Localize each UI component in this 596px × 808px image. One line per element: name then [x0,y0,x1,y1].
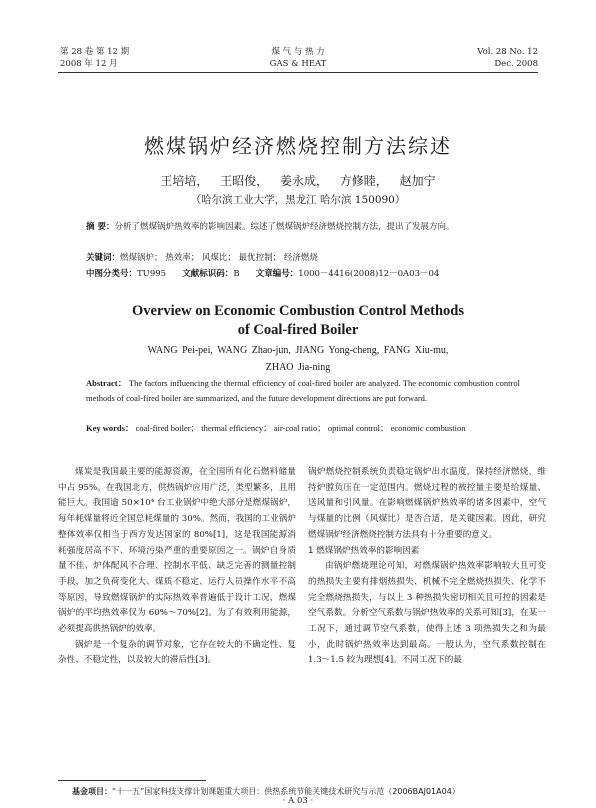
clc-label: 中图分类号： [86,269,138,279]
article-no-value: 1000－4416(2008)12－0A03－04 [298,269,440,279]
keywords-en-label: Key words： [86,423,134,433]
abstract-en [86,376,520,406]
paper-title-en-line2: of Coal-fired Boiler [237,322,359,338]
journal-volume-info-en [477,46,538,70]
keywords-en-text: coal-fired boiler； thermal efficiency； air-coal ratio； optimal control； economic combustion [135,423,466,433]
affiliation-cn: （哈尔滨工业大学，黑龙江 哈尔滨 150090） [190,194,406,206]
body-column-left [58,465,296,669]
section-heading: 1 燃煤锅炉热效率的影响因素 [308,545,420,556]
keywords-en [86,421,520,436]
abstract-en-text: The factors influencing the thermal efficiency of coal-fired boiler are analyzed. The economic combustion control methods of coal-fired boiler are summarized, and the future development directions are put forward. [86,378,520,403]
authors-en [0,342,596,376]
publication-date: 2008 年 12 月 [60,59,118,69]
paper-title-en-line1: Overview on Economic Combustion Control Methods [131,303,465,319]
abstract-cn-label: 摘 要： [86,222,115,232]
abstract-cn-text: 分析了燃煤锅炉热效率的影响因素。综述了燃煤锅炉经济燃烧控制方法，提出了发展方向。 [114,222,455,232]
body-column-right [308,465,546,669]
body-paragraph: 煤炭是我国最主要的能源资源，在全国所有化石燃料储量中占 95%。在我国北方，供热锅炉应用广泛，类型繁多，且用能巨大。我国逾 50×10⁴ 台工业锅炉中绝大部分是燃煤锅炉，每年耗煤量将近全国总耗煤量的 30%。然而，我国的工业锅炉整体效率仅相当于西方发达国家的 80%[1]，这是我国能源消耗强度居高不下、环境污染严重的重要原因之一。锅炉自身质量不佳、炉体配风不合理、控制水平低、缺乏完善的测量控制手段，加之负荷变化大、煤质不稳定、运行人员操作水平不高等原因，导致燃煤锅炉的实际热效率普遍低于设计工况，燃煤锅炉的平均热效率仅为 60%～70%[2]。为了有效利用能源，必须提高供热锅炉的效率。 [58,467,296,635]
keywords-cn-label: 关键词： [86,253,121,263]
classification-line [86,267,516,282]
journal-name-en: GAS & HEAT [269,59,327,69]
footnote-divider [58,780,206,781]
paper-title-cn: 燃煤锅炉经济燃烧控制方法综述 [144,134,452,158]
publication-date-en: Dec. 2008 [494,59,538,69]
keywords-cn [86,251,516,266]
doc-code-label: 文献标识码： [182,269,234,279]
volume-issue: 第 28 卷 第 12 期 [60,47,130,57]
authors-cn: 王培培， 王昭俊， 姜永成， 方修睦， 赵加宁 [160,174,436,188]
abstract-cn [86,220,516,235]
journal-name-cn: 煤 气 与 热 力 [271,47,325,57]
authors-en-line2: ZHAO Jia-ning [265,362,331,373]
volume-issue-en: Vol. 28 No. 12 [477,47,538,57]
body-paragraph: 由锅炉燃烧理论可知，对燃煤锅炉热效率影响较大且可变的热损失主要有排烟热损失、机械不完全燃烧热损失、化学不完全燃烧热损失，与以上 3 种热损失密切相关且可控的因素是空气系数。分析空气系数与锅炉热效率的关系可知[3]，在某一工况下，通过调节空气系数，使得上述 3 项热损失之和为最小，此时锅炉热效率达到最高。一般认为，空气系数控制在 1.3～1.5 较为理想[4]。不同工况下的最 [308,561,546,666]
body-paragraph: 锅炉是一个复杂的调节对象，它存在较大的不确定性、复杂性、不稳定性，以及较大的滞后性[3]。 [58,639,296,666]
page-number: · A 03 · [282,796,314,806]
keywords-cn-text: 燃煤锅炉； 热效率； 风煤比； 最优控制； 经济燃烧 [120,253,318,263]
header-divider [58,72,538,73]
authors-en-line1: WANG Pei-pei, WANG Zhao-jun, JIANG Yong-cheng, FANG Xiu-mu, [147,345,449,356]
funding-label: 基金项目： [72,787,112,796]
article-no-label: 文章编号： [255,269,299,279]
clc-value: TU995 [137,269,167,279]
funding-text: “十一五”国家科技支撑计划课题重大项目：供热系统节能关键技术研究与示范（2006BAJ01A04） [112,787,460,796]
body-paragraph: 锅炉燃烧控制系统负责稳定锅炉出水温度，保持经济燃烧，维持炉膛负压在一定范围内。燃烧过程的被控量主要是给煤量、送风量和引风量。在影响燃煤锅炉热效率的诸多因素中，空气与煤量的比例（风煤比）是否合适，是关键因素。因此，研究燃煤锅炉经济燃烧控制方法具有十分重要的意义。 [308,467,546,540]
paper-title-en [0,302,596,340]
doc-code-value: B [233,269,240,279]
abstract-en-label: Abstract： [86,378,127,388]
